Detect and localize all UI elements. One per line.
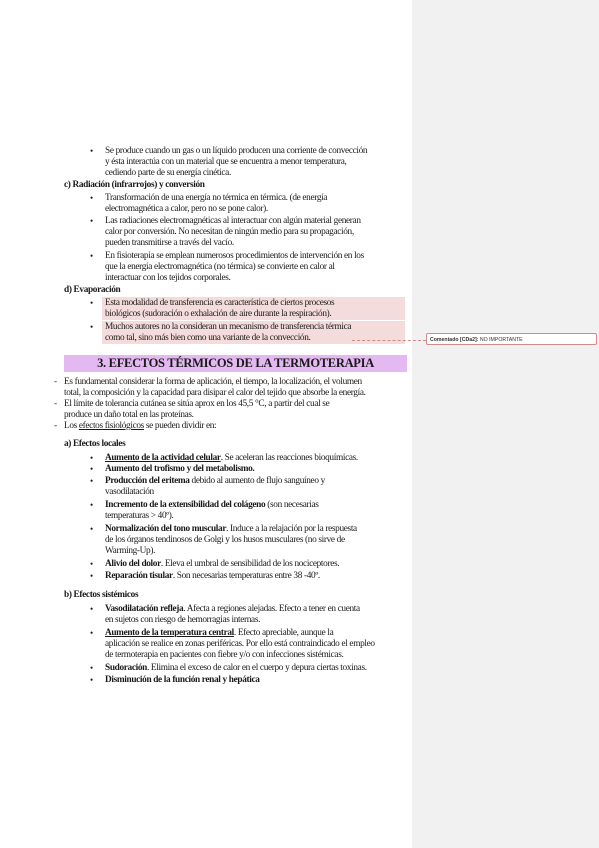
- list-item-line: que la energía electromagnética (no térmica) se convierte en calor al: [105, 262, 335, 272]
- list-item-line: Transformación de una energía no térmica en térmica. (de energía: [105, 193, 328, 203]
- paragraph-line: Es fundamental considerar la forma de aplicación, el tiempo, la localización, el volumen: [64, 377, 362, 387]
- bullet-icon: •: [90, 216, 94, 226]
- comment-connector: [352, 340, 426, 341]
- bullet-icon: •: [90, 663, 94, 673]
- list-item-line: Esta modalidad de transferencia es característica de ciertos procesos: [105, 298, 335, 308]
- comment-text: NO IMPORTANTE: [479, 337, 523, 343]
- list-item-line: Aumento de la temperatura central. Efecto apreciable, aunque la: [105, 628, 334, 638]
- list-item-line: Las radiaciones electromagnéticas al interactuar con algún material generan: [105, 216, 361, 226]
- comment-margin-pane: [412, 0, 599, 848]
- list-item-line: aplicación se realice en zonas periféricas. Por ello está contraindicado el empleo: [105, 639, 375, 649]
- list-item-line: pueden transmitirse a través del vacío.: [105, 238, 234, 248]
- bullet-icon: •: [90, 675, 94, 685]
- list-item-line: Normalización del tono muscular. Induce a la relajación por la respuesta: [105, 524, 357, 534]
- list-item-line: de los órganos tendinosos de Golgi y los husos musculares (no sirve de: [105, 535, 345, 545]
- list-item-line: como tal, sino más bien como una variante de la convección.: [105, 333, 311, 343]
- list-item-line: Alivio del dolor. Eleva el umbral de sensibilidad de los nociceptores.: [105, 559, 340, 569]
- intro-line: Se produce cuando un gas o un líquido producen una corriente de convección: [105, 146, 368, 156]
- list-item-line: calor por conversión. No necesitan de ningún medio para su propagación,: [105, 227, 354, 237]
- list-item-line: Muchos autores no la consideran un mecanismo de transferencia térmica: [105, 322, 352, 332]
- locales-heading: a) Efectos locales: [64, 439, 126, 449]
- list-item-line: Disminución de la función renal y hepática: [105, 675, 260, 685]
- bullet-icon: •: [90, 604, 94, 614]
- list-item-line: biológicos (sudoración o exhalación de aire durante la respiración).: [105, 309, 332, 319]
- comment-balloon[interactable]: [426, 333, 597, 345]
- list-item-line: electromagnética a calor, pero no se pone calor).: [105, 204, 268, 214]
- list-item-line: temperaturas > 40º).: [105, 511, 174, 521]
- list-item-line: Aumento del trofismo y del metabolismo.: [105, 464, 255, 474]
- bullet-icon: •: [90, 298, 94, 308]
- list-item-line: En fisioterapia se emplean numerosos procedimientos de intervención en los: [105, 251, 364, 261]
- intro-line: y ésta interactúa con un material que se encuentra a menor temperatura,: [105, 157, 347, 167]
- section-c-heading: c) Radiación (infrarrojos) y conversión: [64, 180, 205, 190]
- bullet-icon: •: [90, 559, 94, 569]
- list-item-line: Vasodilatación refleja. Afecta a regiones alejadas. Efecto a tener en cuenta: [105, 604, 360, 614]
- dash-marker: -: [54, 421, 57, 431]
- paragraph-line: El límite de tolerancia cutánea se sitúa aprox en los 45,5 °C, a partir del cual se: [64, 399, 330, 409]
- list-item-line: Incremento de la extensibilidad del colágeno (son necesarias: [105, 500, 319, 510]
- bullet-icon: •: [90, 251, 94, 261]
- bullet-icon: •: [90, 146, 94, 156]
- dash-marker: -: [54, 399, 57, 409]
- list-item-line: Producción del eritema debido al aumento de flujo sanguíneo y: [105, 476, 325, 486]
- list-item-line: interactuar con los tejidos corporales.: [105, 273, 231, 283]
- bullet-icon: •: [90, 571, 94, 581]
- paragraph-line: produce un daño total en las proteínas.: [64, 410, 194, 420]
- bullet-icon: •: [90, 524, 94, 534]
- bullet-icon: •: [90, 476, 94, 486]
- paragraph-line: Los efectos fisiológicos se pueden dividir en:: [64, 421, 217, 431]
- bullet-icon: •: [90, 193, 94, 203]
- list-item-line: Aumento de la actividad celular. Se aceleran las reacciones bioquímicas.: [105, 453, 358, 463]
- section-title: 3. EFECTOS TÉRMICOS DE LA TERMOTERAPIA: [97, 356, 374, 370]
- list-item-line: Sudoración. Elimina el exceso de calor en el cuerpo y depura ciertas toxinas.: [105, 663, 367, 673]
- paragraph-line: total, la composición y la capacidad para disipar el calor del tejido que absorbe la energía.: [64, 388, 366, 398]
- sistemicos-heading: b) Efectos sistémicos: [64, 590, 139, 600]
- list-item-line: Warming-Up).: [105, 546, 156, 556]
- dash-marker: -: [54, 377, 57, 387]
- intro-line: cediendo parte de su energía cinética.: [105, 168, 231, 178]
- bullet-icon: •: [90, 500, 94, 510]
- comment-author: Comentado [CDa2]:: [430, 337, 479, 343]
- bullet-icon: •: [90, 453, 94, 463]
- bullet-icon: •: [90, 628, 94, 638]
- list-item-line: Reparación tisular. Son necesarias temperaturas entre 38 -40º.: [105, 571, 320, 581]
- list-item-line: vasodilatación: [105, 487, 154, 497]
- list-item-line: en sujetos con riesgo de hemorragias internas.: [105, 615, 261, 625]
- bullet-icon: •: [90, 322, 94, 332]
- bullet-icon: •: [90, 464, 94, 474]
- section-d-heading: d) Evaporación: [64, 285, 121, 295]
- list-item-line: de termoterapia en pacientes con fiebre y/o con infecciones sistémicas.: [105, 650, 344, 660]
